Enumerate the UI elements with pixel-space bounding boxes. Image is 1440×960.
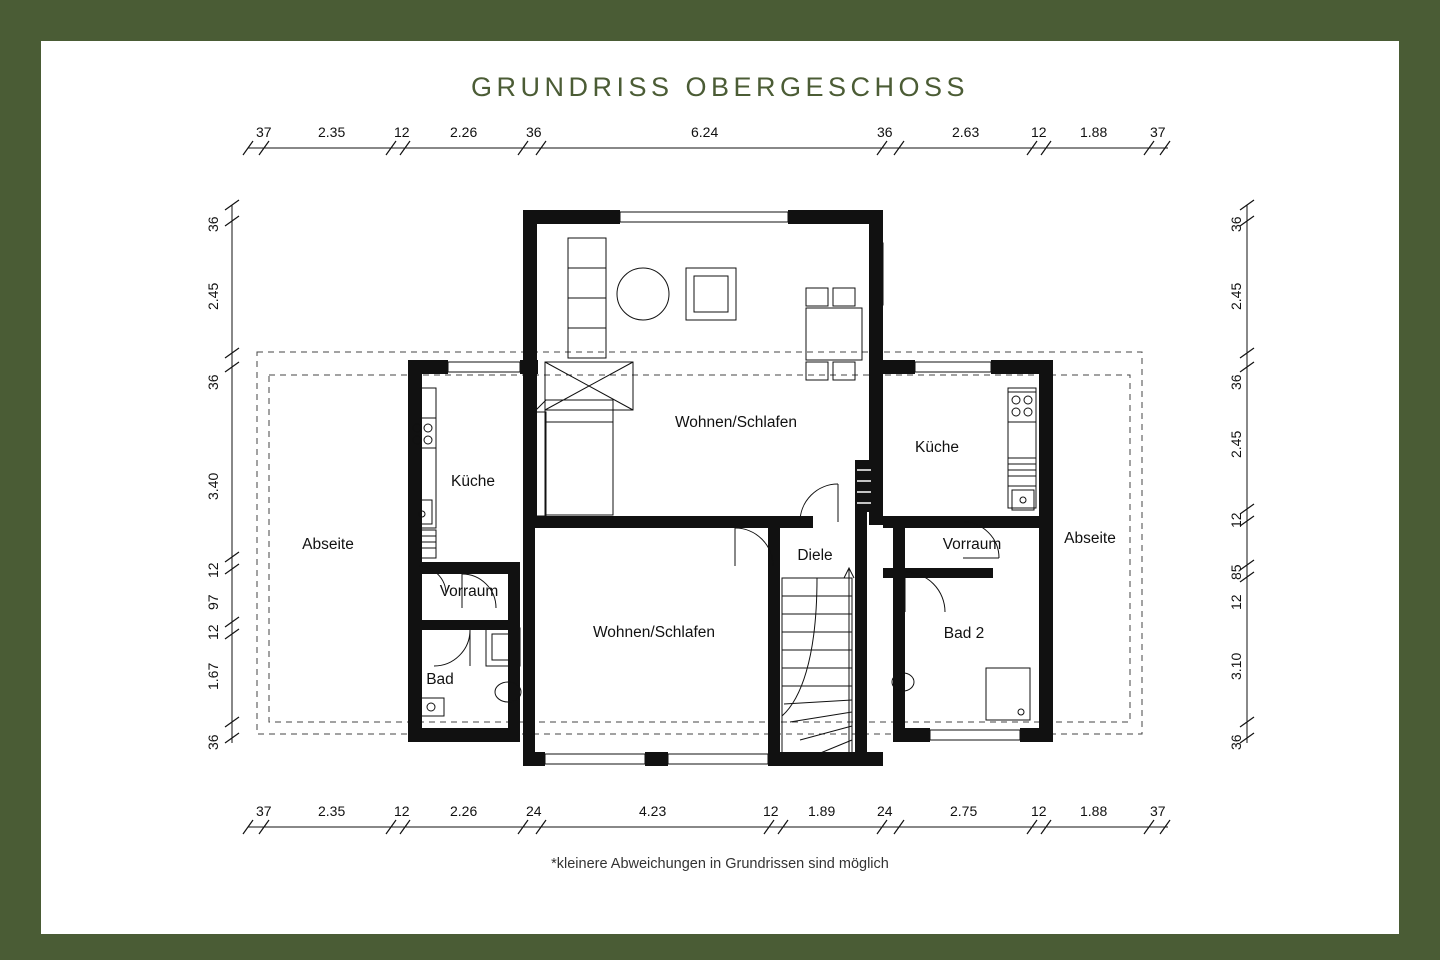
dim-bottom-5: 4.23 (639, 803, 667, 819)
dim-right-0: 36 (1228, 216, 1244, 232)
walls (408, 210, 1053, 766)
room-label-bad-left: Bad (426, 671, 454, 688)
room-label-kueche-left: Küche (451, 473, 495, 490)
dim-bottom-11: 1.88 (1080, 803, 1108, 819)
dim-right-4: 12 (1228, 512, 1244, 528)
room-label-vorraum-left: Vorraum (439, 583, 499, 600)
dim-left-7: 1.67 (205, 662, 221, 690)
dim-top-9: 1.88 (1080, 124, 1108, 140)
dim-left-3: 3.40 (205, 472, 221, 500)
dim-right-7: 3.10 (1228, 652, 1244, 680)
room-label-vorraum-right: Vorraum (942, 536, 1002, 553)
dim-left-0: 36 (205, 216, 221, 232)
dim-right-8: 36 (1228, 734, 1244, 750)
dim-left-4: 12 (205, 562, 221, 578)
dim-right-5: 85 (1228, 564, 1244, 580)
dim-bottom-1: 2.35 (318, 803, 346, 819)
dim-top-1: 2.35 (318, 124, 346, 140)
dim-top-3: 2.26 (450, 124, 478, 140)
dim-left-8: 36 (205, 734, 221, 750)
room-label-bad2: Bad 2 (943, 625, 985, 642)
windows (448, 212, 1020, 764)
dim-top-2: 12 (394, 124, 410, 140)
dim-right-3: 2.45 (1228, 430, 1244, 458)
dim-bottom-7: 1.89 (808, 803, 836, 819)
dim-left-2: 36 (205, 374, 221, 390)
dim-left-6: 12 (205, 624, 221, 640)
dim-bottom-2: 12 (394, 803, 410, 819)
room-label-abseite-right: Abseite (1064, 530, 1116, 547)
room-label-wohnen-schlafen-top: Wohnen/Schlafen (674, 414, 798, 431)
dim-top-5: 6.24 (691, 124, 719, 140)
dim-bottom-4: 24 (526, 803, 542, 819)
dim-top-8: 12 (1031, 124, 1047, 140)
dim-bottom-9: 2.75 (950, 803, 978, 819)
dim-top-10: 37 (1150, 124, 1166, 140)
dim-left-1: 2.45 (205, 282, 221, 310)
dim-right-6: 12 (1228, 594, 1244, 610)
room-label-wohnen-schlafen-bottom: Wohnen/Schlafen (592, 624, 716, 641)
room-label-abseite-left: Abseite (302, 536, 354, 553)
dim-bottom-10: 12 (1031, 803, 1047, 819)
dim-bottom-0: 37 (256, 803, 272, 819)
dim-top-0: 37 (256, 124, 272, 140)
footnote-text: *kleinere Abweichungen in Grundrissen sind möglich (551, 856, 889, 872)
dim-bottom-12: 37 (1150, 803, 1166, 819)
dim-left-5: 97 (205, 594, 221, 610)
dim-bottom-8: 24 (877, 803, 893, 819)
dim-top-4: 36 (526, 124, 542, 140)
dim-right-1: 2.45 (1228, 282, 1244, 310)
dim-top-6: 36 (877, 124, 893, 140)
room-label-kueche-right: Küche (915, 439, 959, 456)
dim-bottom-3: 2.26 (450, 803, 478, 819)
dim-top-7: 2.63 (952, 124, 980, 140)
room-label-diele: Diele (797, 547, 833, 564)
furniture (410, 238, 1036, 754)
dim-right-2: 36 (1228, 374, 1244, 390)
dim-bottom-6: 12 (763, 803, 779, 819)
page-title: GRUNDRISS OBERGESCHOSS (470, 72, 970, 102)
